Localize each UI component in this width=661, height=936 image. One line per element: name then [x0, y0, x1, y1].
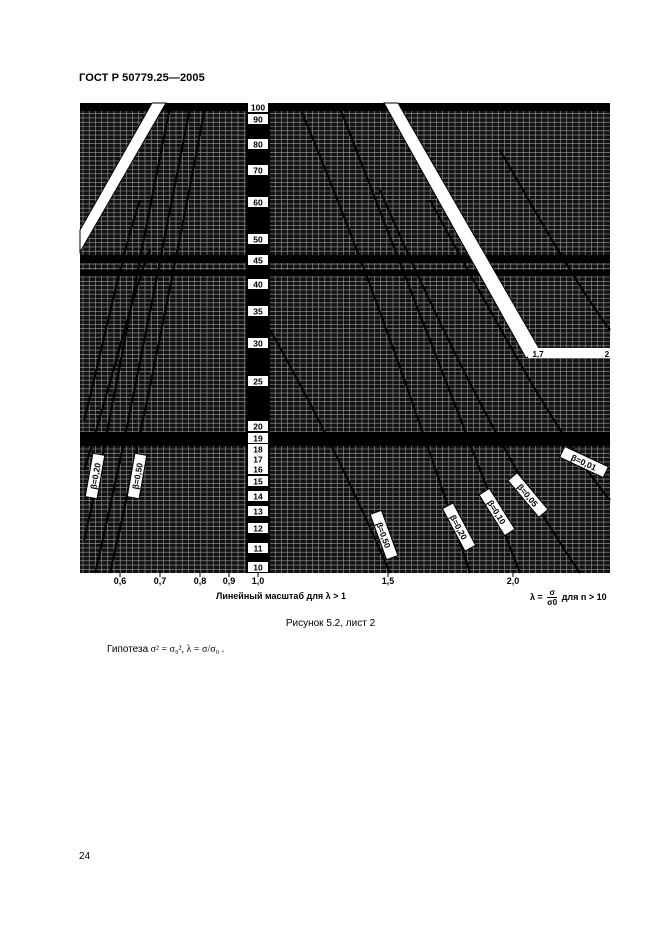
left-series-label-text: β=0,20 — [88, 462, 103, 491]
sigma-fraction — [547, 588, 557, 607]
y-tick-label: 19 — [253, 433, 263, 444]
y-tick-label: 20 — [253, 421, 263, 432]
x-tick-label: 0,6 — [113, 576, 127, 586]
y-tick-label: 60 — [253, 197, 263, 208]
y-tick-label: 80 — [253, 139, 263, 150]
x-axis-label-right — [530, 588, 607, 607]
dark-band — [80, 270, 610, 276]
x-tick-label: 0,7 — [153, 576, 167, 586]
x-axis-label-left: Линейный масштаб для λ > 1 — [216, 591, 346, 601]
y-tick-label: 30 — [253, 338, 263, 349]
x-tick-label: 1,5 — [381, 576, 395, 586]
y-tick-label: 70 — [253, 165, 263, 176]
hypothesis-line — [107, 644, 224, 655]
series-label-text: β=0,05 — [515, 481, 541, 509]
y-tick-label: 90 — [253, 114, 263, 125]
document-header: ГОСТ Р 50779.25—2005 — [79, 72, 205, 84]
x-tick-label: 0,8 — [193, 576, 207, 586]
right-mark-label: 1,7 — [532, 350, 544, 359]
x-tick-label: 2,0 — [506, 576, 520, 586]
y-tick-label: 16 — [253, 464, 263, 475]
y-tick-label: 100 — [250, 102, 266, 113]
y-tick-label: 11 — [253, 543, 263, 554]
y-tick-label: 40 — [253, 279, 263, 290]
y-tick-label: 14 — [253, 491, 263, 502]
figure-caption: Рисунок 5.2, лист 2 — [285, 618, 376, 629]
y-tick-label: 35 — [253, 306, 263, 317]
y-tick-label: 50 — [253, 234, 263, 245]
y-tick-label: 45 — [253, 255, 263, 266]
hypothesis-label: Гипотеза — [107, 644, 149, 655]
left-series-label-text: β=0,50 — [130, 462, 145, 491]
y-tick-label: 17 — [253, 454, 263, 465]
series-label-text: β=0,20 — [447, 513, 470, 542]
series-label-text: β=0,10 — [485, 498, 508, 527]
series-label-text: β=0,01 — [569, 452, 599, 473]
y-tick-label: 12 — [253, 523, 263, 534]
x-tick-label: 0,9 — [222, 576, 236, 586]
page-number: 24 — [79, 851, 91, 862]
dark-band — [80, 432, 610, 446]
y-tick-label: 13 — [253, 506, 263, 517]
right-mark-label: 2 — [604, 350, 610, 359]
hypothesis-formula: σ² = σ₀², λ = σ/σ₀ . — [150, 644, 225, 655]
series-label-text: β=0,50 — [374, 520, 393, 550]
sigma-numerator: σ — [547, 588, 557, 598]
y-tick-label: 10 — [253, 562, 263, 573]
x-label-suffix: для n > 10 — [561, 591, 607, 602]
y-tick-label: 25 — [253, 376, 263, 387]
lambda-symbol: λ = — [530, 591, 543, 602]
y-tick-label: 15 — [253, 476, 263, 487]
sigma-denominator: σ0 — [547, 598, 558, 607]
y-tick-label: 18 — [253, 444, 263, 455]
x-tick-label: 1,0 — [251, 576, 265, 586]
